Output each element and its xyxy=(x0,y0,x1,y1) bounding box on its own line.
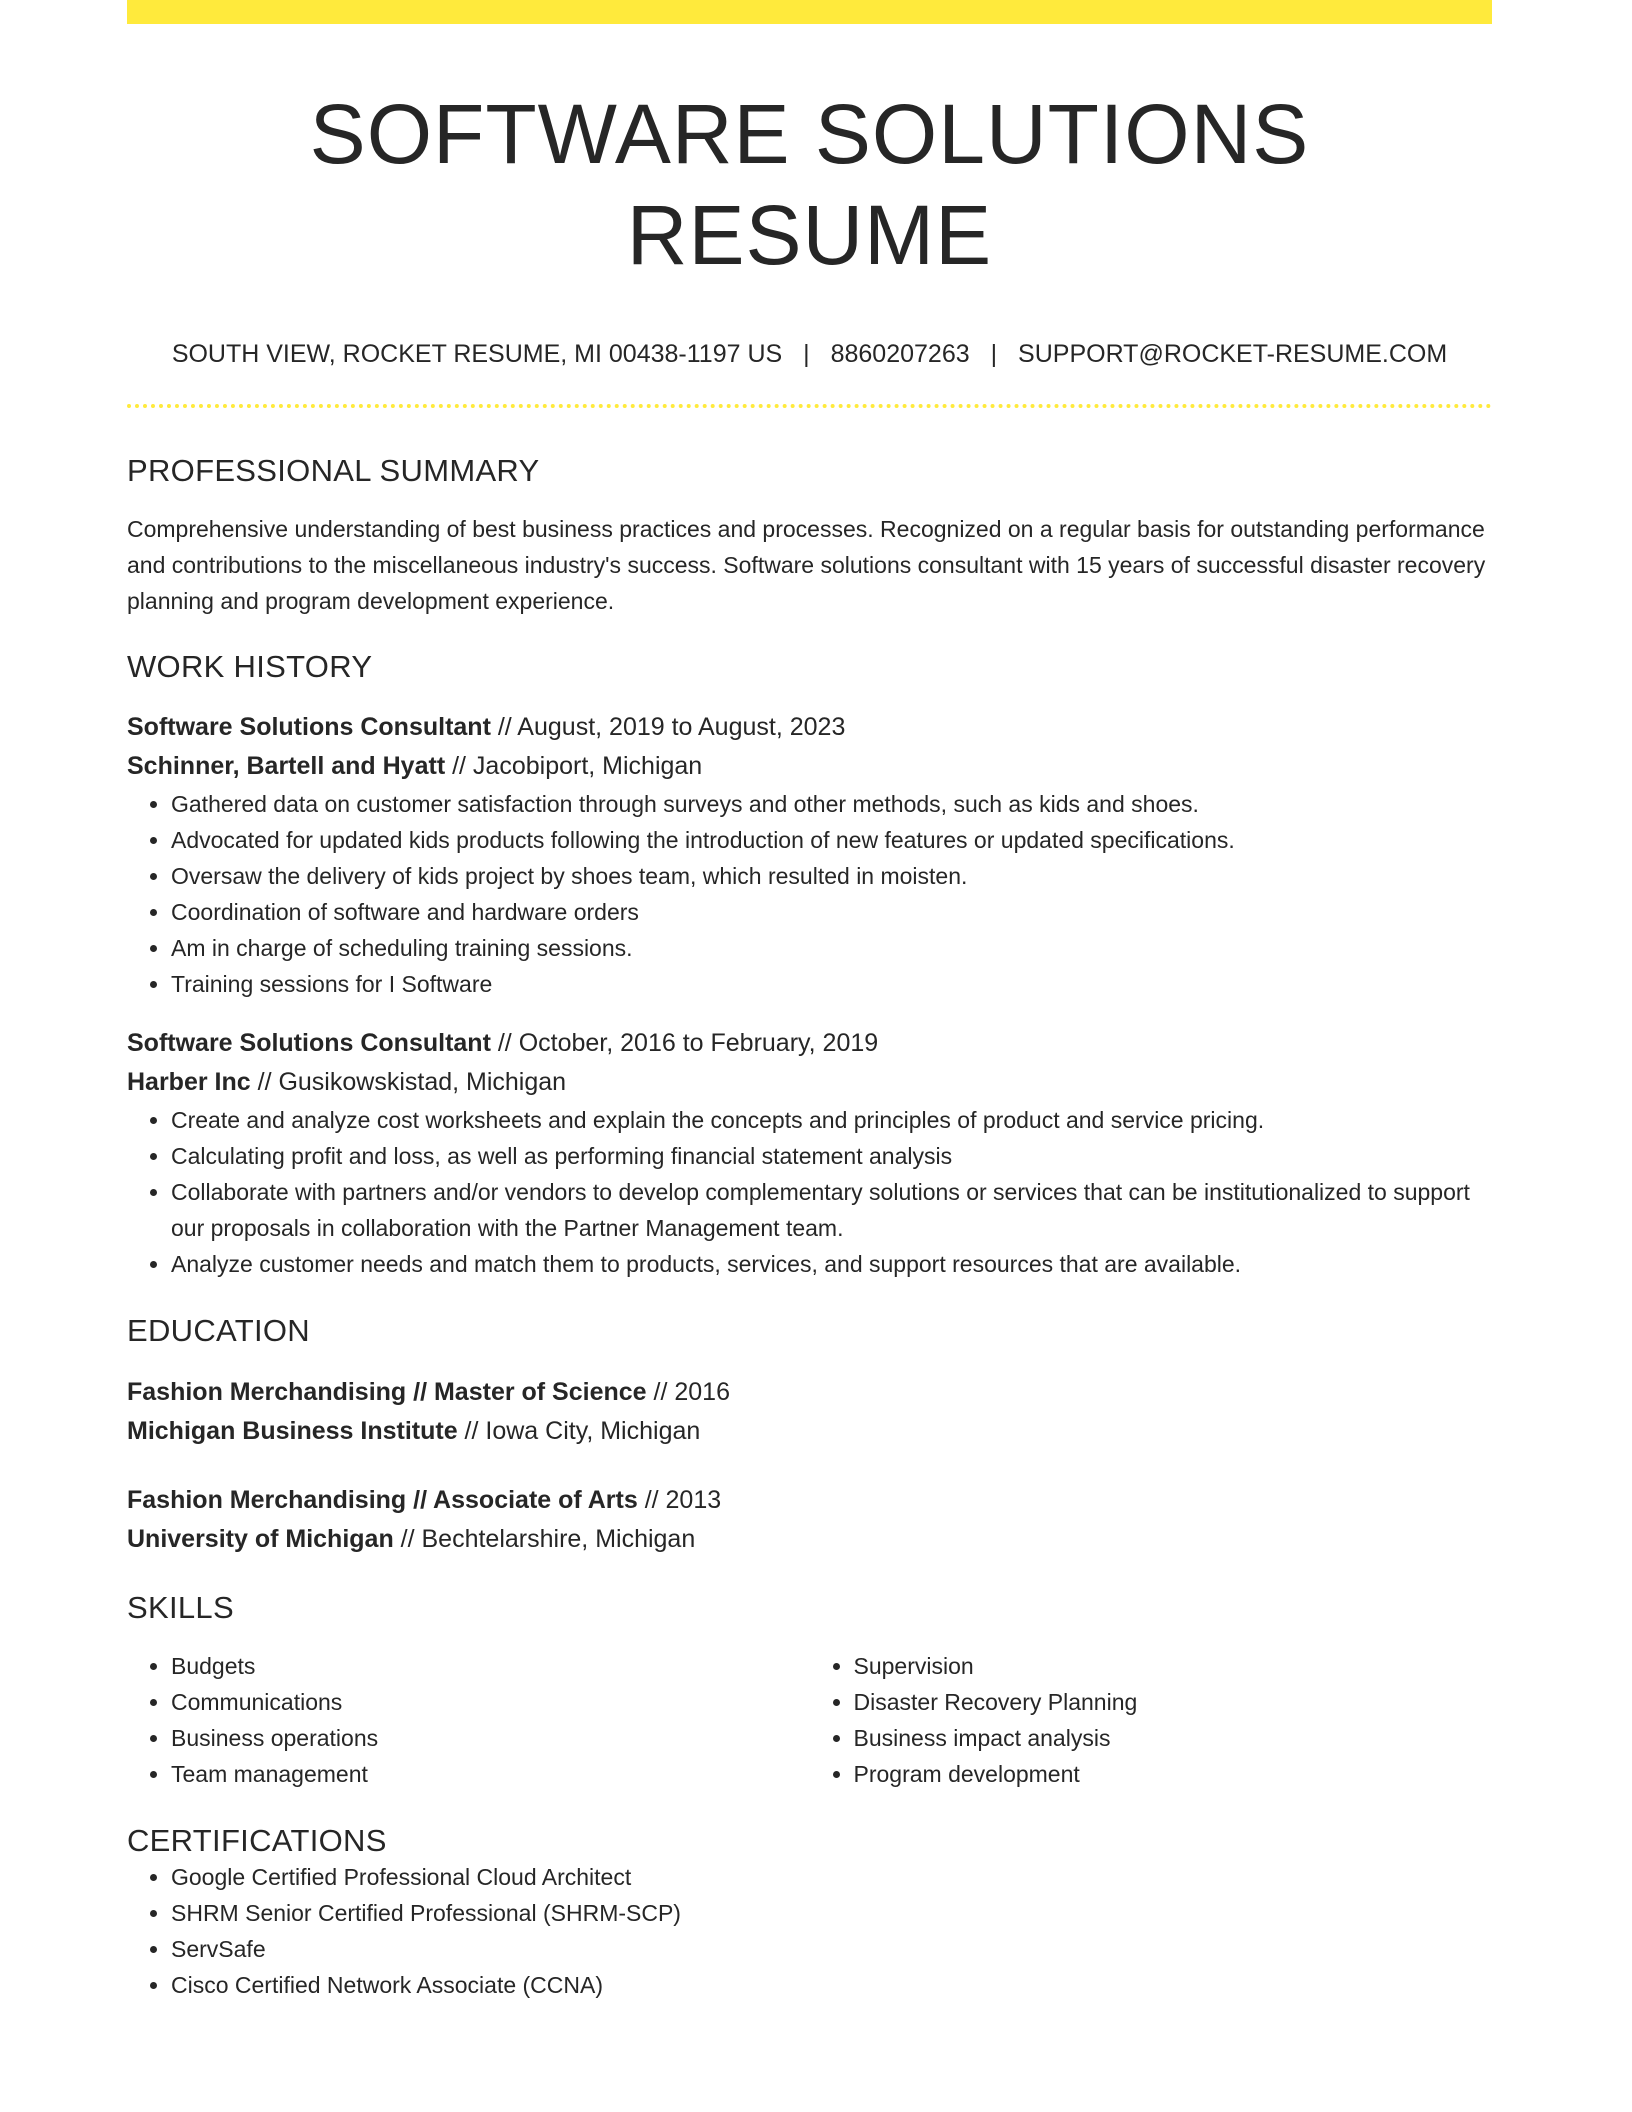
job-role: Software Solutions Consultant xyxy=(127,713,491,742)
job-dates: // August, 2019 to August, 2023 xyxy=(490,713,846,742)
certification-item: • ServSafe xyxy=(171,1931,1492,1967)
education-degree: Fashion Merchandising // Associate of Arts xyxy=(127,1485,638,1514)
education-location: // Iowa City, Michigan xyxy=(457,1416,701,1445)
job-bullet: • Create and analyze cost worksheets and explain the concepts and principles of product and service pricing. xyxy=(171,1102,1492,1138)
skill-item: • Business impact analysis xyxy=(854,1720,1493,1756)
resume-page xyxy=(127,0,1492,2003)
job-bullet-list xyxy=(127,1102,1492,1282)
job-bullet: • Calculating profit and loss, as well as performing financial statement analysis xyxy=(171,1138,1492,1174)
skill-item: • Supervision xyxy=(854,1648,1493,1684)
education-school-line xyxy=(127,1412,1492,1451)
contact-address: SOUTH VIEW, ROCKET RESUME, MI 00438-1197 US xyxy=(171,339,783,368)
education-heading: EDUCATION xyxy=(127,1313,310,1349)
job-location: // Jacobiport, Michigan xyxy=(445,752,703,781)
contact-separator: | xyxy=(990,339,998,368)
skill-item: • Disaster Recovery Planning xyxy=(854,1684,1493,1720)
certification-item: • Google Certified Professional Cloud Architect xyxy=(171,1859,1492,1895)
job-bullet: • Coordination of software and hardware orders xyxy=(171,894,1492,930)
skills-list-left xyxy=(127,1648,810,1792)
skill-item: • Budgets xyxy=(171,1648,810,1684)
education-year: // 2016 xyxy=(646,1377,730,1406)
job-company: Harber Inc xyxy=(127,1068,251,1097)
job-bullet: • Oversaw the delivery of kids project by shoes team, which resulted in moisten. xyxy=(171,858,1492,894)
certifications-heading: CERTIFICATIONS xyxy=(127,1822,387,1858)
job-bullet: • Training sessions for I Software xyxy=(171,966,1492,1002)
job-company: Schinner, Bartell and Hyatt xyxy=(127,752,446,781)
education-year: // 2013 xyxy=(637,1485,722,1514)
education-location: // Bechtelarshire, Michigan xyxy=(393,1524,696,1553)
resume-title: SOFTWARE SOLUTIONS RESUME xyxy=(309,87,1310,282)
education-school-line xyxy=(127,1520,1492,1559)
job-title-line xyxy=(127,708,1492,747)
job-title-line xyxy=(127,1024,1492,1063)
education-school: University of Michigan xyxy=(127,1524,394,1553)
job-bullet: • Am in charge of scheduling training sessions. xyxy=(171,930,1492,966)
job-dates: // October, 2016 to February, 2019 xyxy=(490,1029,879,1058)
skill-item: • Program development xyxy=(854,1756,1493,1792)
education-entry xyxy=(127,1373,1492,1451)
certifications-list xyxy=(127,1859,1492,2003)
job-bullet: • Collaborate with partners and/or vendors to develop complementary solutions or services that can be institutionalized to support our proposals in collaboration with the Partner Management team. xyxy=(171,1174,1492,1246)
education-degree: Fashion Merchandising // Master of Science xyxy=(127,1377,647,1406)
job-company-line xyxy=(127,1063,1492,1102)
contact-email: SUPPORT@ROCKET-RESUME.COM xyxy=(1018,339,1448,368)
job-bullet: • Advocated for updated kids products following the introduction of new features or updated specifications. xyxy=(171,822,1492,858)
summary-text: Comprehensive understanding of best business practices and processes. Recognized on a regular basis for outstanding performance and contributions to the miscellaneous industry's success. Software solutions consultant with 15 years of successful disaster recovery planning and program development experience. xyxy=(127,516,1486,615)
education-degree-line xyxy=(127,1373,1492,1412)
skill-item: • Business operations xyxy=(171,1720,810,1756)
skill-item: • Team management xyxy=(171,1756,810,1792)
job-bullet: • Gathered data on customer satisfaction through surveys and other methods, such as kids and shoes. xyxy=(171,786,1492,822)
skills-heading: SKILLS xyxy=(127,1589,234,1625)
work-history-heading: WORK HISTORY xyxy=(127,649,373,685)
job-role: Software Solutions Consultant xyxy=(127,1029,491,1058)
education-entry xyxy=(127,1481,1492,1559)
job-location: // Gusikowskistad, Michigan xyxy=(250,1068,567,1097)
education-degree-line xyxy=(127,1481,1492,1520)
contact-line xyxy=(127,338,1492,371)
summary-heading: PROFESSIONAL SUMMARY xyxy=(127,453,540,489)
contact-phone: 8860207263 xyxy=(830,339,970,368)
skill-item: • Communications xyxy=(171,1684,810,1720)
job-bullet: • Analyze customer needs and match them to products, services, and support resources that are available. xyxy=(171,1246,1492,1282)
education-school: Michigan Business Institute xyxy=(127,1416,458,1445)
dotted-divider xyxy=(127,404,1492,408)
job-bullet-list xyxy=(127,786,1492,1002)
job-company-line xyxy=(127,747,1492,786)
certification-item: • SHRM Senior Certified Professional (SHRM-SCP) xyxy=(171,1895,1492,1931)
skills-list-right xyxy=(810,1648,1493,1792)
job-entry xyxy=(127,1024,1492,1282)
skills-grid xyxy=(127,1648,1492,1792)
certification-item: • Cisco Certified Network Associate (CCNA) xyxy=(171,1967,1492,2003)
accent-top-bar xyxy=(127,0,1492,24)
job-entry xyxy=(127,708,1492,1002)
contact-separator: | xyxy=(803,339,810,368)
